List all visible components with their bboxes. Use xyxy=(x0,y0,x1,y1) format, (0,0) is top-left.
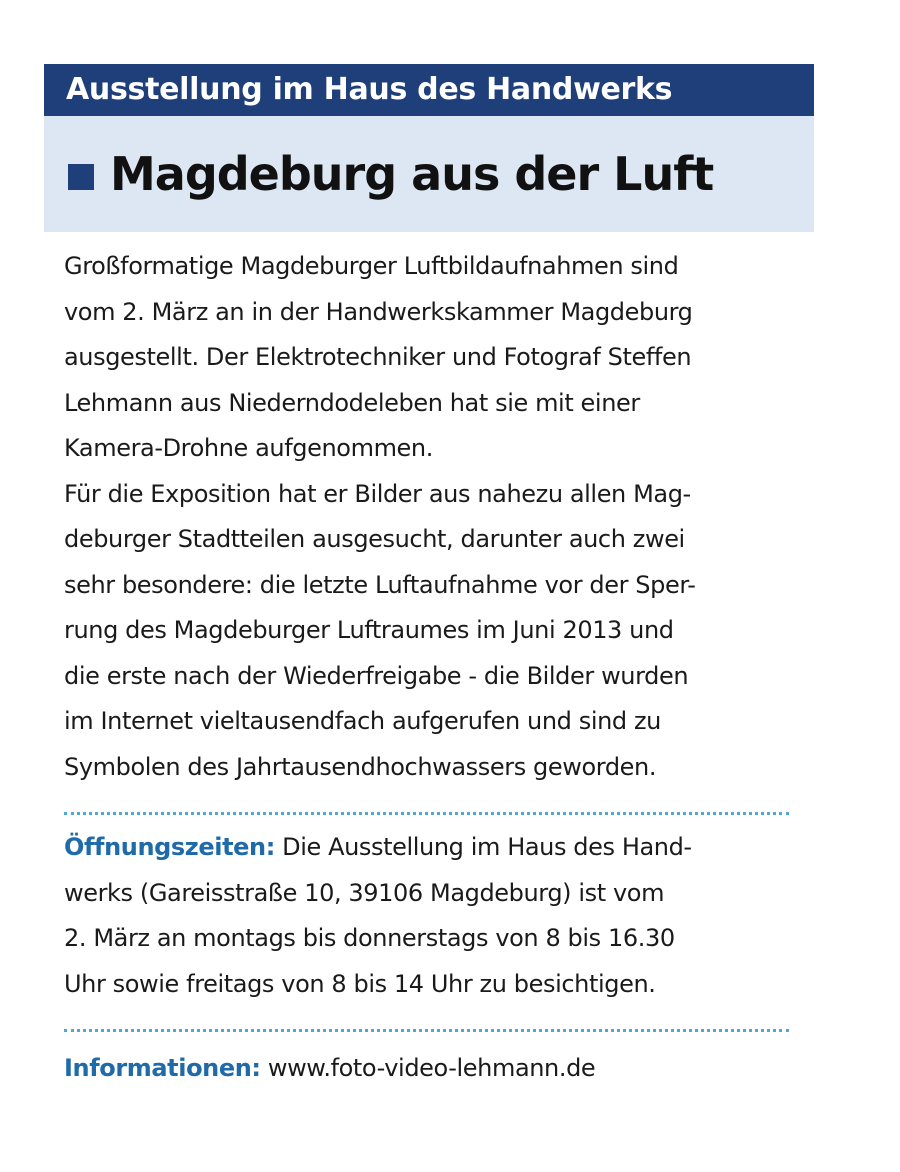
body-line: im Internet vieltausendfach aufgerufen und sind zu xyxy=(64,707,661,735)
opening-hours-line: 2. März an montags bis donnerstags von 8 bis 16.30 xyxy=(64,924,675,952)
body-line: sehr besondere: die letzte Luftaufnahme vor der Sper- xyxy=(64,570,696,599)
body-line: Großformatige Magdeburger Luftbildaufnahmen sind xyxy=(64,252,679,280)
information-label: Informationen: xyxy=(64,1054,261,1082)
square-bullet-icon xyxy=(68,164,94,190)
headline-band xyxy=(44,116,814,232)
body-line: vom 2. März an in der Handwerkskammer Magdeburg xyxy=(64,297,693,326)
body-line: Lehmann aus Niederndodeleben hat sie mit einer xyxy=(64,388,640,417)
article-body xyxy=(44,232,794,790)
opening-hours-text: Die Ausstellung im Haus des Hand- xyxy=(274,833,692,861)
opening-hours-line: werks (Gareisstraße 10, 39106 Magdeburg) ist vom xyxy=(64,878,665,907)
opening-hours-line xyxy=(64,825,814,871)
opening-hours-label: Öffnungszeiten: xyxy=(64,833,275,861)
body-line: deburger Stadtteilen ausgesucht, darunter auch zwei xyxy=(64,525,685,553)
section-rubric xyxy=(44,64,814,116)
website-link[interactable]: www.foto-video-lehmann.de xyxy=(260,1054,596,1082)
opening-hours xyxy=(44,815,814,1007)
body-line: die erste nach der Wiederfreigabe - die Bilder wurden xyxy=(64,661,689,690)
body-line: Für die Exposition hat er Bilder aus nahezu allen Mag- xyxy=(64,479,691,508)
body-line: Kamera-Drohne aufgenommen. xyxy=(64,434,433,462)
body-line: rung des Magdeburger Luftraumes im Juni 2013 und xyxy=(64,616,674,644)
opening-hours-line: Uhr sowie freitags von 8 bis 14 Uhr zu besichtigen. xyxy=(64,969,656,998)
body-line: Symbolen des Jahrtausendhochwassers geworden. xyxy=(64,752,657,781)
information-contact xyxy=(44,1032,814,1092)
article-clipping xyxy=(44,64,814,1092)
information-line xyxy=(64,1046,814,1092)
headline: Magdeburg aus der Luft xyxy=(110,147,714,201)
rubric-text: Ausstellung im Haus des Handwerks xyxy=(66,72,673,107)
body-line: ausgestellt. Der Elektrotechniker und Fotograf Steffen xyxy=(64,343,692,371)
